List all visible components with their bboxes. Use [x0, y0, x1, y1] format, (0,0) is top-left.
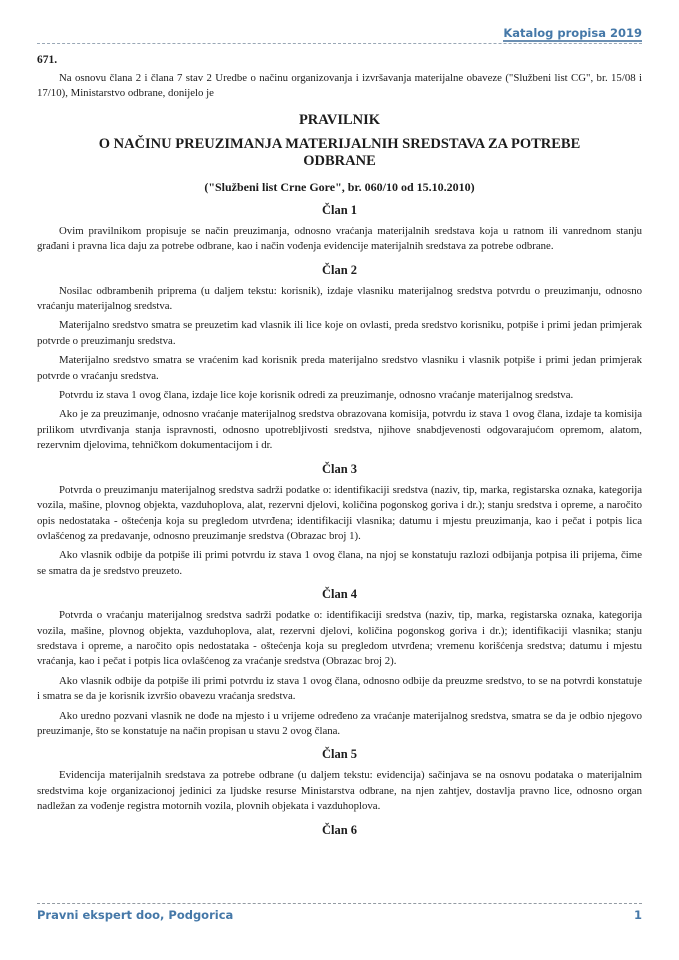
- document-body: [37, 54, 642, 838]
- article-heading: Član 3: [321, 461, 358, 476]
- page-header: [37, 24, 642, 44]
- article-paragraph: Potvrda o vraćanju materijalnog sredstva sadrži podatke o: identifikaciji sredstva (naziv, tip, marka, registarska oznaka, kategorija vozila, mašine, plovnog objekta, vazduhoplova, alat, rezervni djelovi, količina pogonskog goriva i dr.); identifikaciji vlasnika; stanju sredstava i opreme, a naročito opis nedostataka - oštećenja koja su pregledom utvrđena; vremenu korišćenja sredstva; datumu i mjestu vraćanja, kao i pečat i potpis lica ovlašćenog za vraćanje sredstva (Obrazac broj 2).: [37, 609, 642, 668]
- catalog-header-text: Katalog propisa 2019: [503, 26, 642, 40]
- article-heading: Član 6: [321, 822, 358, 837]
- article-paragraph: Ako vlasnik odbije da potpiše ili primi potvrdu iz stava 1 ovog člana, na njoj se konstatuju razlozi odbijanja potpisa ili prijema, čime se smatra da je sredstvo preuzeto.: [37, 549, 642, 577]
- article-4: [37, 587, 642, 739]
- document-subtitle: O NAČINU PREUZIMANJA MATERIJALNIH SREDSTAVA ZA POTREBE ODBRANE: [98, 135, 581, 170]
- page-footer: [37, 903, 642, 922]
- gazette-reference: ("Službeni list Crne Gore", br. 060/10 od 15.10.2010): [204, 179, 475, 194]
- article-heading: Član 5: [321, 747, 358, 762]
- article-2: [37, 263, 642, 454]
- article-paragraph: Ako uredno pozvani vlasnik ne dođe na mjesto i u vrijeme određeno za vraćanje materijalnog sredstva, smatra se da je odbio njegovo preuzimanje, što se konstatuje na način propisan u stavu 2 ovog člana.: [37, 709, 642, 737]
- article-paragraph: Ovim pravilnikom propisuje se način preuzimanja, odnosno vraćanja materijalnih sredstava koja u ratnom ili vanrednom stanju građani i pravna lica daju za potrebe odbrane, kao i način vođenja evidencije materijalnih sredstava za potrebe odbrane.: [37, 224, 642, 253]
- article-heading: Član 4: [321, 587, 358, 602]
- article-paragraph: Evidencija materijalnih sredstava za potrebe odbrane (u daljem tekstu: evidencija) sačinjava se na osnovu podataka o materijalnim sredstvima koje organizacionoj jedinici za ljudske resurse Ministarstva odbrane, na njen zahtjev, dostavlja pravno lice, odnosno organ nadležan za vođenje registra motornih vozila, plovnih objekata i vazduhoplova.: [37, 769, 642, 813]
- document-number: 671.: [37, 54, 58, 66]
- article-3: [37, 462, 642, 579]
- article-paragraph: Ako vlasnik odbije da potpiše ili primi potvrdu iz stava 1 ovog člana, odnosno odbije da preuzme sredstvo, to se na potvrdi konstatuje i smatra se da je korisnik izvršio obavezu vraćanja sredstva.: [37, 674, 642, 703]
- preamble-paragraph: Na osnovu člana 2 i člana 7 stav 2 Uredbe o načinu organizovanja i izvršavanja materijalne obaveze ("Službeni list CG", br. 15/08 i 17/10), Ministarstvo odbrane, donijelo je: [37, 72, 642, 100]
- page-number: 1: [633, 908, 642, 922]
- document-title: PRAVILNIK: [298, 111, 381, 128]
- article-heading: Član 1: [321, 202, 358, 217]
- article-paragraph: Potvrda o preuzimanju materijalnog sredstva sadrži podatke o: identifikaciji sredstva (naziv, tip, marka, registarska oznaka, kategorija vozila, mašine, plovnog objekta, vazduhoplova, alat, rezervni djelovi, količina pogonskog goriva i dr.); stanju sredstva i opreme, a naročito opis nedostataka - oštećenja koja su pregledom utvrđena; identifikaciji vlasnika; datumu i mjestu preuzimanja, kao i pečat i potpis lica ovlašćenog za predavanje, odnosno preuzimanje sredstva (Obrazac broj 1).: [37, 483, 642, 542]
- article-1: [37, 203, 642, 255]
- article-paragraph: Materijalno sredstvo smatra se preuzetim kad vlasnik ili lice koje on ovlasti, preda sredstvo korisniku, potpiše i primi jedan primjerak potvrde o preuzimanju sredstva.: [37, 319, 642, 347]
- article-paragraph: Nosilac odbrambenih priprema (u daljem tekstu: korisnik), izdaje vlasniku materijalnog sredstva potvrdu o preuzimanju, odnosno vraćanju materijalnog sredstva.: [37, 284, 642, 313]
- footer-publisher: Pravni ekspert doo, Podgorica: [37, 908, 234, 922]
- article-heading: Član 2: [321, 262, 358, 277]
- article-5: [37, 747, 642, 814]
- article-6: [37, 823, 642, 838]
- article-paragraph: Materijalno sredstvo smatra se vraćenim kad korisnik preda materijalno sredstvo vlasniku i vlasnik potpiše i primi jedan primjerak potvrde o vraćanju sredstva.: [37, 354, 642, 382]
- article-paragraph: Ako je za preuzimanje, odnosno vraćanje materijalnog sredstva obrazovana komisija, potvrdu iz stava 1 ovog člana, izdaje ta komisija prilikom utvrđivanja stanja ispravnosti, odnosno upotrebljivosti sredstva, njihove snabdjevenosti odgovarajućom opremom, alatom, rezervnim djelovima, tehničkom dokumentacijom i dr.: [37, 408, 642, 452]
- article-paragraph: Potvrdu iz stava 1 ovog člana, izdaje lice koje korisnik odredi za preuzimanje, odnosno vraćanje materijalnog sredstva.: [59, 389, 574, 402]
